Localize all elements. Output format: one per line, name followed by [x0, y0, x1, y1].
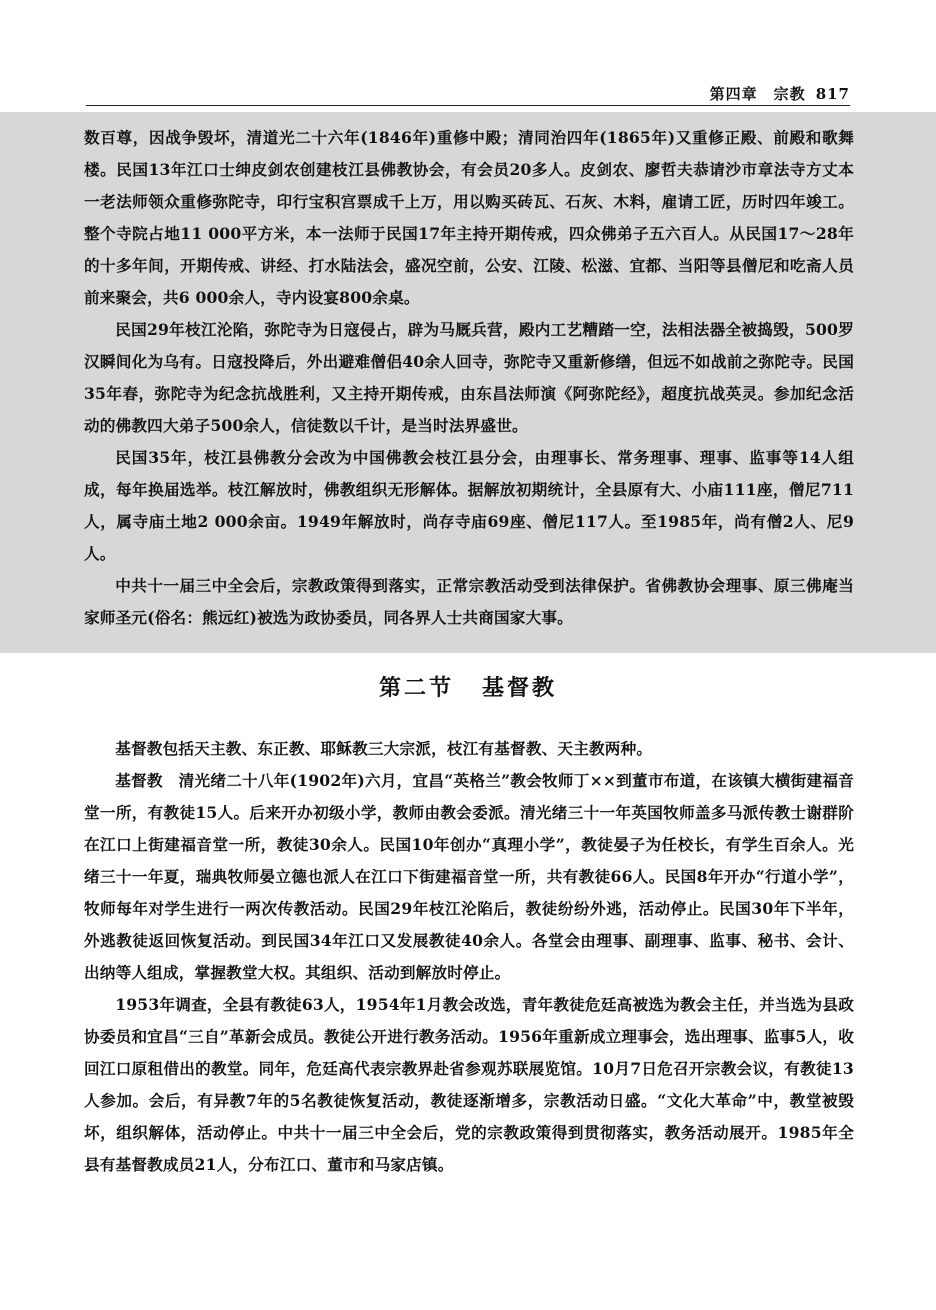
paragraph: 基督教包括天主教、东正教、耶稣教三大宗派，枝江有基督教、天主教两种。 — [115, 739, 653, 758]
section-title: 基督教 — [482, 675, 558, 701]
section-heading — [0, 671, 936, 702]
section-number: 第二节 — [378, 675, 454, 701]
header-rule — [86, 105, 850, 106]
paragraph: 民国29年枝江沦陷，弥陀寺为日寇侵占，辟为马厩兵营，殿内工艺糟踏一空，法相法器全被捣毁，500罗汉瞬间化为乌有。日寇投降后，外出避难僧侣40余人回寺，弥陀寺又重新修缮，但远不如战前之弥陀寺。民国35年春，弥陀寺为纪念抗战胜利，又主持开期传戒，由东昌法师演《阿弥陀经》，超度抗战英灵。参加纪念活动的佛教四大弟子500余人，信徒数以千计，是当时法界盛世。 — [84, 320, 854, 435]
paragraph: 民国35年，枝江县佛教分会改为中国佛教会枝江县分会，由理事长、常务理事、理事、监事等14人组成，每年换届选举。枝江解放时，佛教组织无形解体。据解放初期统计，全县原有大、小庙111座，僧尼711人，属寺庙土地2 000余亩。1949年解放时，尚存寺庙69座、僧尼117人。至1985年，尚有僧2人、尼9人。 — [84, 448, 854, 563]
chapter-title: 第四章 宗教 — [709, 85, 806, 103]
paragraph: 数百尊，因战争毁坏，清道光二十六年(1846年)重修中殿；清同治四年(1865年)又重修正殿、前殿和歌舞楼。民国13年江口士绅皮剑农创建枝江县佛教协会，有会员20多人。皮剑农、廖哲夫恭请沙市章法寺方丈本一老法师领众重修弥陀寺，印行宝积宫票成千上万，用以购买砖瓦、石灰、木料，雇请工匠，历时四年竣工。整个寺院占地11 000平方米，本一法师于民国17年主持开期传戒，四众佛弟子五六百人。从民国17～28年的十多年间，开期传戒、讲经、打水陆法会，盛况空前，公安、江陵、松滋、宜都、当阳等县僧尼和吃斋人员前来聚会，共6 000余人，寺内设宴800余桌。 — [84, 128, 854, 307]
paragraph: 1953年调查，全县有教徒63人，1954年1月教会改选，青年教徒危廷高被选为教会主任，并当选为县政协委员和宜昌“三自”革新会成员。教徒公开进行教务活动。1956年重新成立理事会，选出理事、监事5人，收回江口原租借出的教堂。同年，危廷高代表宗教界赴省参观苏联展览馆。10月7日危召开宗教会议，有教徒13人参加。会后，有异教7年的5名教徒恢复活动，教徒逐渐增多，宗教活动日盛。“文化大革命”中，教堂被毁坏，组织解体，活动停止。中共十一届三中全会后，党的宗教政策得到贯彻落实，教务活动展开。1985年全县有基督教成员21人，分布江口、董市和马家店镇。 — [84, 995, 854, 1174]
page-header — [0, 0, 936, 112]
paragraph: 中共十一届三中全会后，宗教政策得到落实，正常宗教活动受到法律保护。省佛教协会理事、原三佛庵当家师圣元(俗名：熊远红)被选为政协委员，同各界人士共商国家大事。 — [84, 576, 854, 627]
upper-text-block — [84, 122, 854, 634]
page-number: 817 — [815, 85, 850, 103]
lower-text-block — [84, 733, 854, 1181]
paragraph: 基督教 清光绪二十八年(1902年)六月，宜昌“英格兰”教会牧师丁××到董市布道，在该镇大横街建福音堂一所，有教徒15人。后来开办初级小学，教师由教会委派。清光绪三十一年英国牧师盖多马派传教士谢群阶在江口上街建福音堂一所，教徒30余人。民国10年创办“真理小学”，教徒晏子为任校长，有学生百余人。光绪三十一年夏，瑞典牧师晏立德也派人在江口下街建福音堂一所，共有教徒66人。民国8年开办“行道小学”，牧师每年对学生进行一两次传教活动。民国29年枝江沦陷后，教徒纷纷外逃，活动停止。民国30年下半年，外逃教徒返回恢复活动。到民国34年江口又发展教徒40余人。各堂会由理事、副理事、监事、秘书、会计、出纳等人组成，掌握教堂大权。其组织、活动到解放时停止。 — [84, 771, 854, 982]
running-header — [700, 83, 850, 104]
